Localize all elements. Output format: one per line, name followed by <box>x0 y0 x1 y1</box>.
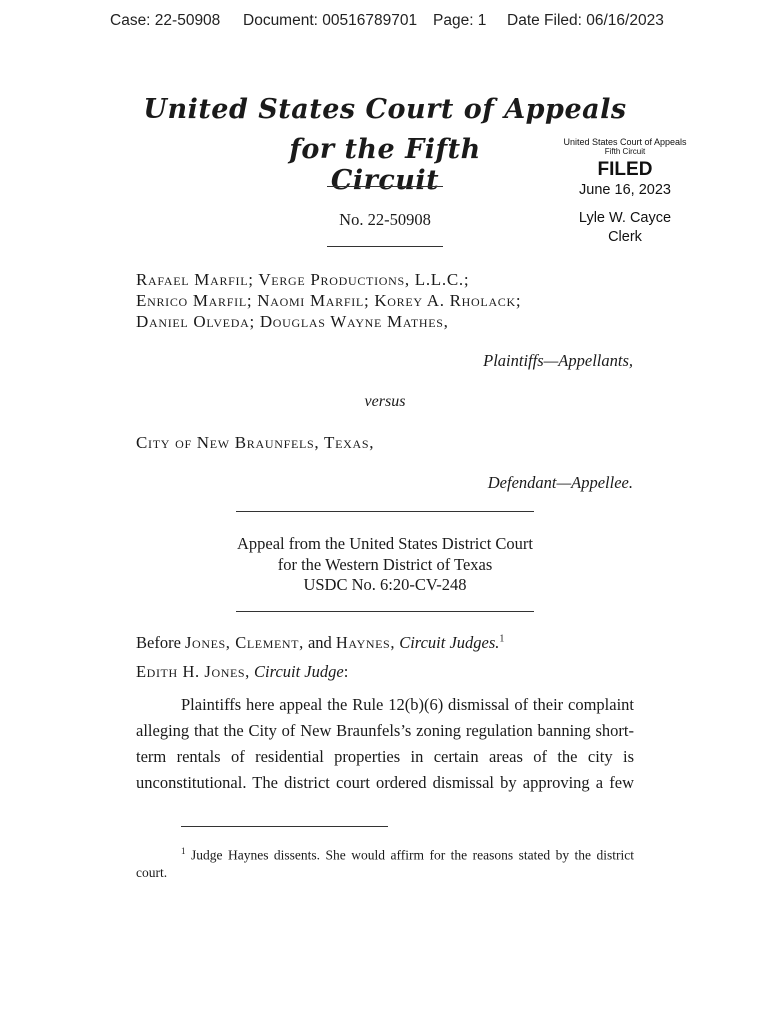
footnote <box>136 843 634 881</box>
stamp-court: United States Court of Appeals <box>563 137 687 147</box>
divider <box>327 186 443 187</box>
plaintiffs-line-3: Daniel Olveda; Douglas Wayne Mathes, <box>136 312 449 331</box>
plaintiffs-line-1: Rafael Marfil; Verge Productions, L.L.C.; <box>136 270 470 289</box>
divider <box>236 511 534 512</box>
panel-and: and <box>307 633 332 652</box>
stamp-date: June 16, 2023 <box>579 182 671 198</box>
panel-judges: Jones, Clement, <box>185 633 304 652</box>
stamp-name: Lyle W. Cayce <box>578 210 672 226</box>
appeal-line-2: for the Western District of Texas <box>277 554 493 574</box>
appeal-line-3: USDC No. 6:20-CV-248 <box>303 575 467 594</box>
plaintiffs-role: Plaintiffs—Appellants, <box>483 351 633 370</box>
panel-line <box>136 633 504 653</box>
stamp-title: Clerk <box>608 229 642 245</box>
panel-judge-3: Haynes, <box>335 633 396 652</box>
footnote-number: 1 <box>181 846 186 856</box>
divider <box>236 611 534 612</box>
header-page: Page: 1 <box>433 12 487 29</box>
appeal-line-1: Appeal from the United States District Court <box>236 534 534 553</box>
defendant-role: Defendant—Appellee. <box>487 473 633 492</box>
divider <box>327 246 443 247</box>
author-colon: : <box>343 662 349 681</box>
author-title: Circuit Judge <box>254 662 344 681</box>
court-title: United States Court of Appeals <box>143 94 627 125</box>
header-date-filed: Date Filed: 06/16/2023 <box>507 12 664 29</box>
defendant-name: City of New Braunfels, Texas, <box>136 433 375 452</box>
plaintiffs-line-2: Enrico Marfil; Naomi Marfil; Korey A. Rholack; <box>136 291 522 310</box>
footnote-text: Judge Haynes dissents. She would affirm for the reasons stated by the district court. <box>136 847 635 880</box>
stamp-status: FILED <box>597 159 653 180</box>
opinion-author <box>136 662 348 682</box>
opinion-paragraph: Plaintiffs here appeal the Rule 12(b)(6) dismissal of their complaint alleging that the City of New Braunfels’s zoning regulation banning short-term rentals of residential properties in certain areas of the city is unconstitutional. The district court ordered dismissal by approving a few <box>136 695 634 792</box>
filed-stamp <box>555 137 695 247</box>
panel-title: Circuit Judges. <box>399 633 500 652</box>
header-case: Case: 22-50908 <box>110 12 221 29</box>
case-number: No. 22-50908 <box>339 210 431 229</box>
header-document: Document: 00516789701 <box>243 12 418 29</box>
footnote-divider <box>181 826 388 827</box>
court-circuit: for the Fifth Circuit <box>289 134 481 196</box>
panel-before: Before <box>136 633 181 652</box>
author-name: Edith H. Jones, <box>136 662 250 681</box>
stamp-circuit: Fifth Circuit <box>604 147 646 156</box>
appeal-block <box>185 534 585 596</box>
footnote-ref[interactable]: 1 <box>499 633 505 645</box>
versus: versus <box>364 393 406 410</box>
